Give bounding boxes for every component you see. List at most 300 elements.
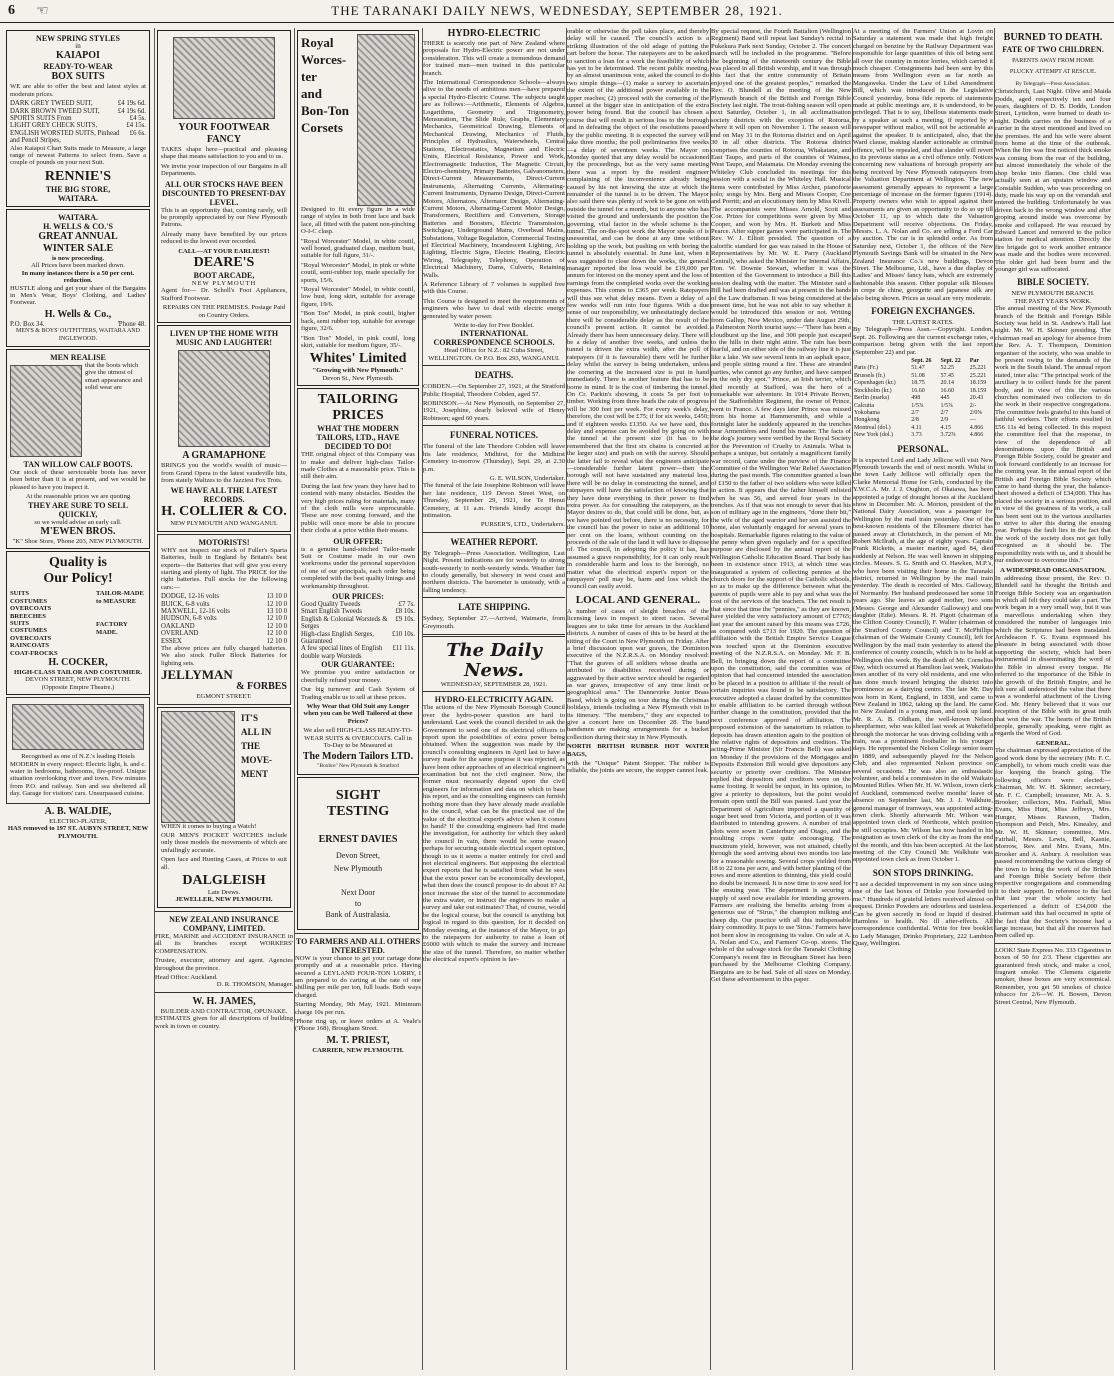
editorial-body: The actions of the New Plymouth Borough Council over the hydro-power question are hard to understand. Last week the council decided to ask the Government to send one of its electrical officers to report upon the possibilities of extra power being obtained. When the suggestion was made by the council's consulting engineers in April last to have a survey made for the same purpose it was rejected, as have been other approaches of an electrical engineer's examination but not the civil engineer. Now, the former must necessarily depend upon the civil engineers for information and data on which to base his report, and as the consulting engineers can furnish nothing more than they have already made available to the council, what can be the practical use of the value of the electrical expert's advice when it comes to hand? If the consulting engineers had first made the investigation, for authority for which they asked the council in vain, there would be some reason perhaps for securing outside electrical expert opinion, though to us it seems a matter entirely for civil and not electrical engineers. But supposing the electrical expert reports that he is satisfied from what he sees that the extra power can be economically developed, what then does the council propose to do about it? At once increase the size of the tunnel to accommodate the extra water, or instruct the engineers to make a survey and take out estimates? That, of course, would be the logical course, but the council is anything but logical in regard to this question, for it decided on Monday evening, at the instance of the Mayor, to go to the ratepayers for authority to raise a loan of £6000 with which to make the survey and increase the size of the tunnel. Therefore, no matter whether the electrical expert's opinion is fav- bbox=[423, 704, 565, 964]
jellyman-firm2: & FORBES bbox=[236, 681, 287, 693]
collier-body: BRINGS you the world's wealth of music—from Grand Opera to the latest vaudeville hits, from stately Waltzes to the Jazziest Fox Trots. bbox=[161, 462, 287, 484]
dalgleish-top bbox=[161, 711, 287, 823]
corsets-title bbox=[301, 34, 357, 206]
tailor-price-price: £7 7s. bbox=[398, 601, 415, 609]
fx-cell: Stockholm (kr.) bbox=[854, 387, 892, 394]
insurance-head: NEW ZEALAND INSURANCE COMPANY, LIMITED. bbox=[169, 914, 279, 933]
column-5 bbox=[566, 28, 709, 1370]
cocker-q2: Our Policy! bbox=[43, 571, 113, 587]
dalgleish-side-word: MOVE- bbox=[241, 754, 272, 765]
corsets-ad bbox=[297, 30, 419, 386]
tailor-price bbox=[301, 645, 415, 660]
fx-head: FOREIGN EXCHANGES. bbox=[871, 306, 975, 317]
mcewen-product: TAN WILLOW CALF BOOTS. bbox=[23, 459, 133, 469]
daily-news-title: The Daily News. bbox=[446, 640, 542, 681]
fx-cell: Montreal (dol.) bbox=[854, 424, 891, 431]
burned-sub: FATE OF TWO CHILDREN. bbox=[1002, 45, 1104, 54]
cocker-opp: (Opposite Empire Theatre.) bbox=[41, 683, 115, 691]
tailoring-body: THE original object of this Company was to make and deliver high-class Tailor-made Clothes at a reasonable price. This is still their aim. bbox=[301, 451, 415, 481]
kaiapoi-in: in bbox=[75, 42, 81, 50]
davies-to: to bbox=[354, 898, 362, 908]
cocker-left-list bbox=[10, 590, 58, 657]
bible-sub: NEW PLYMOUTH BRANCH. bbox=[1011, 290, 1095, 298]
fx-cell: 3.72⅞ bbox=[940, 432, 956, 439]
corset-illustration bbox=[357, 34, 415, 206]
kaiapoi-item-price: £4 5s. bbox=[129, 115, 146, 123]
tailor-price-price: £10 10s. bbox=[391, 630, 415, 638]
fx-cell: 2/- bbox=[969, 402, 977, 409]
wells-proceeding: is now proceeding. bbox=[51, 254, 105, 262]
kaiapoi-items bbox=[10, 100, 146, 144]
fx-row bbox=[853, 432, 993, 439]
motorists-head: MOTORISTS! bbox=[198, 537, 250, 547]
tailor-price-label: A few special lines of English double warp Worsteds bbox=[301, 645, 383, 660]
corsets-top bbox=[301, 34, 415, 206]
news-column-7: At a meeting of the Farmers' Union at Lovin on Saturday a statement was made that high freight charged on benzine by the Railway Department was responsible for large quantities of this oil being sent all over the country in motor lorries, which carried it much cheaper. Consignments had been sent by this means from Wellington even as far north as Mangaweka. Under the Law of Libel Amendment Bill, which was introduced in the Legislative Council yesterday, bona fide reports of statements made at public meetings are, it is understood, to be privileged. That is to say, libellous statements made by a speaker at such a meeting, if reported by a newspaper without malice, will not be actionable as against the speaker. It is anticipated, also, that the Ward clause, making slander actionable as criminal offence, will be repealed, and that slander will revert to its previous status as a civil offence only. Notices concerning new valuations of borough property are being received by New Plymouth ratepayers from the Valuation Department at Wellington. The new assessment generally appears to represent a large percentage of increase on the former figures (1914). Property owners who wish to appeal against their assessments are given an opportunity to do so up till October 11, up to which date the Valuation Department will receive objections. On Friday, Messrs. L. A. Nolan and Co. are selling a Ford Car by auction. The car is in splendid order. As from Saturday next, October 1, the offices of the New Plymouth Savings Bank will be situated in the New Zealand Insurance Co.'s new buildings, Devon Street. The Melbourne, Ltd., have a due display of Ladies' and Misses' fancy hats, which are extremely fashionable this season. Other popular silk Blouses in crepe de chine, georgette and japanese silk are also being shown. Prices as usual are very moderate. bbox=[853, 28, 993, 302]
mcewen-addr: "K" Shoe Store, 'Phone 203, NEW PLYMOUTH. bbox=[12, 537, 144, 545]
wells-sale2: WINTER SALE bbox=[42, 242, 114, 254]
kaiapoi-item bbox=[10, 122, 146, 129]
deare-head: YOUR FOOTWEAR FANCY bbox=[178, 122, 270, 145]
general-body: The chairman expressed appreciation of the good work done by the secretary (Mr. F. C. Campbell), to whom much credit was due for keeping the branch going. The following officers were elected:—Chairman, Mr. W. H. Skinner; secretary, Mr. F. C. Campbell; treasurer, Mr. A. S. Brooker; collectors, Mrs. Fairhall, Miss Evans, Miss Hunt, Miss Jeffreys, Mrs. Hunger, Misses Rawson, Tisdon, Thompson and Petch, Mrs. Kinealey, and Mr. W. H. Skinner; committee, Mrs. Fairhall, Messrs. Lewis, Bell, Kasnie, Morrow, Rev. and Mrs. Evans, Mrs. Brooker and A. Anbury. A resolution was passed recommending the various clergy of the town to bring the work of the British and Foreign Bible Society before their respective congregations and commending it to their support. In reference to the fact that last year the whole society had experienced a deficit of £34,000 the chairman said this had occurred in spite of the fact that the Society's income had a large increase, but that all the reserves had been called up. bbox=[995, 747, 1111, 940]
tailor-price bbox=[301, 608, 415, 615]
davies-next: Next Door bbox=[341, 887, 375, 897]
corset-model: "Bon Ton" Model, in pink coutil, long skirt, suitable for medium figure, 35/-. bbox=[301, 334, 415, 349]
cocker-lists bbox=[10, 590, 146, 657]
davies-town: New Plymouth bbox=[333, 864, 383, 874]
fx-column-header: Par bbox=[969, 358, 980, 365]
funeral-head: FUNERAL NOTICES. bbox=[449, 430, 539, 441]
shipping-body: Sydney, September 27.—Arrived, Waimarie, from Greymouth. bbox=[423, 615, 565, 630]
dalgleish-when: WHEN it comes to buying a Watch! bbox=[161, 822, 257, 830]
fx-cell: 2/9 bbox=[940, 417, 949, 424]
battery-price-list bbox=[161, 593, 287, 645]
dalgleish-late: Late Drews. bbox=[207, 889, 241, 897]
wells-hustle: HUSTLE along and get your share of the Bargains in Men's Wear, Boys' Clothing, and Ladies' Footwear. bbox=[10, 284, 146, 307]
cocker-left-item: OVERCOATS bbox=[10, 605, 52, 613]
corsets-desc: Designed to fit every figure in a wide range of styles in both front lace and back lace, all fitted with the patent non-pinching O-I-C clasp. bbox=[301, 206, 415, 236]
column-6 bbox=[710, 28, 851, 1370]
column-4 bbox=[422, 28, 565, 1370]
battery-item-label: BUICK, 6-8 volts bbox=[161, 600, 210, 608]
fx-cell: 18.159 bbox=[969, 380, 987, 387]
hydro-ad-body: THERE is scarcely one part of New Zealand where proposals for Hydro-Electric power are not under consideration. This will create a tremendous demand for trained men—men trained in this particular branch. bbox=[423, 40, 565, 77]
fx-cell: 3.73 bbox=[911, 432, 922, 439]
wells-sale1: GREAT ANNUAL bbox=[38, 230, 118, 242]
fx-table bbox=[853, 358, 993, 439]
battery-item-label: OAKLAND bbox=[161, 622, 195, 630]
mcewen-head: MEN REALISE bbox=[50, 352, 106, 362]
mcewen-prices: At the reasonable prices we are quoting bbox=[25, 493, 131, 501]
boot-illustration bbox=[10, 365, 82, 457]
fx-cell: Copenhagen (kr.) bbox=[854, 380, 896, 387]
fx-cell: 57.45 bbox=[940, 372, 954, 379]
general-head: GENERAL. bbox=[1035, 739, 1071, 747]
battery-item bbox=[161, 638, 287, 645]
battery-item bbox=[161, 593, 287, 600]
priest-head: TO FARMERS AND ALL OTHERS INTERESTED. bbox=[295, 936, 421, 955]
deare-agent: Agent for— Dr. Scholl's Foot Appliances, Stafford Footwear. bbox=[161, 287, 287, 302]
fx-cell: 2/0⅝ bbox=[969, 409, 982, 416]
dalgleish-trade: JEWELLER, NEW PLYMOUTH. bbox=[175, 896, 273, 904]
fx-cell: Brussels (fr.) bbox=[854, 372, 885, 379]
fx-cell: 4.866 bbox=[969, 424, 984, 431]
cocker-left-item: COSTUMES bbox=[10, 597, 48, 605]
priest-name: M. T. PRIEST, bbox=[326, 1034, 390, 1046]
cocker-right2: FACTORY MADE. bbox=[96, 621, 128, 636]
whites-tag: "Growing with New Plymouth." bbox=[312, 367, 404, 375]
fx-row bbox=[853, 395, 993, 402]
mcewen-advise: so we would advise an early call. bbox=[34, 518, 122, 526]
guarantee-head: OUR GUARANTEE: bbox=[321, 660, 395, 670]
tailor-price-label: Smart English Tweeds bbox=[301, 608, 362, 616]
corset-model: "Royal Worcester" Model, in pink or white coutil, semi-rubber top, made specially for sports, 15/6. bbox=[301, 261, 415, 284]
tailor-price-list bbox=[301, 601, 415, 660]
tailor-price-label: High-class English Serges, Guaranteed bbox=[301, 630, 374, 646]
whites-firm: Whites' Limited bbox=[309, 351, 407, 367]
gramophone-illustration bbox=[178, 350, 270, 447]
fx-cell: 51.47 bbox=[911, 365, 925, 372]
fx-cell: 18.75 bbox=[911, 380, 925, 387]
battery-item-price: 12 10 0 bbox=[266, 630, 287, 638]
fx-cell: Berlin (marks) bbox=[854, 395, 890, 402]
cocker-left-item: COSTUMES bbox=[10, 627, 48, 635]
kaiapoi-item bbox=[10, 100, 146, 107]
fx-sub: THE LATEST RATES. bbox=[892, 319, 954, 327]
widespread-body: In addressing those present, the Rev. O. Blundell said he thought the British and Foreign Bible Society was an organisation in which all felt they could take a part. The work began in a very small way, but it was a marvellous undertaking when they considered the number of languages into which the Scriptures had been translated. Archdeacon F. G. Evans expressed his pleasure in being associated with those supporting the society, which had been instrumental in disseminating the word of the Bible in almost every tongue. He referred to the importance of the Bible in the growth of the British Empire, and he felt sure all understood the value that there was a wonderful attachment of the Living God. Mr. Henry believed that it was our reception of the Bible with its great truth that won the war. The hearts of the British people, generally speaking, were right as regards the Word of God. bbox=[995, 574, 1111, 738]
kaiapoi-item-price: £4 19s 6d. bbox=[117, 107, 146, 115]
fx-cell: — bbox=[969, 417, 976, 424]
kaiapoi-item-label: ENGLISH WORSTED SUITS, Pinhead and Pencil Stripes, bbox=[10, 129, 120, 145]
fx-cell: Yokohama bbox=[854, 409, 880, 416]
modern-tailors-addr: "Boxbre" New Plymouth & Stratford bbox=[317, 763, 399, 770]
fx-cell: 25.221 bbox=[969, 372, 987, 379]
local-general-head: LOCAL AND GENERAL. bbox=[575, 593, 701, 606]
deare-ad bbox=[157, 30, 291, 323]
fx-row bbox=[853, 380, 993, 387]
fx-cell: 1/5⅞ bbox=[940, 402, 953, 409]
tailor-price-price: £11 11s. bbox=[392, 645, 415, 653]
cocker-left-item: BREECHES bbox=[10, 612, 46, 620]
deare-town: NEW PLYMOUTH bbox=[191, 280, 257, 288]
column-2 bbox=[154, 28, 293, 1370]
mcewen-ad bbox=[6, 349, 150, 549]
davies-ad bbox=[297, 777, 419, 930]
kaiapoi-intro: WE are able to offer the best and latest styles at moderate prices. bbox=[10, 83, 146, 98]
corset-model: "Royal Worcester" Model, in white coutil, well boned, graduated clasp, medium bust, suitable for full figure, 31/-. bbox=[301, 237, 415, 260]
cigarette-ad: LOOK! State Express No. 333 Cigarettes in boxes of 50 for 2/3. These cigarettes are guaranteed fresh stock, and make a cool, fragrant smoke. The Clemens cigarette smoker, these boxes are very economical. Remember, you get 50 smokes of choice tobacco for 2/6—W. H. Bowen, Devon Street Central, New Plymouth. bbox=[995, 946, 1111, 1006]
deare-sub: BOOT ARCADE, bbox=[193, 271, 255, 281]
dalgleish-side-word: MENT bbox=[241, 768, 268, 779]
deare-already: Already many have benefited by our prices reduced to the lowest ever recorded. bbox=[161, 230, 287, 246]
jellyman-st: EGMONT STREET. bbox=[196, 693, 252, 701]
corset-title-line: ter bbox=[301, 69, 317, 84]
personal-body: It is expected Lord and Lady Jellicoe will visit New Plymouth towards the end of next month. Whilst in the town Lady Jellicoe will officially open the Clarke Memorial Home for Girls, conducted by the Y.W.C.A. Mr. J. J. Oughton, of Okaiawa, has been appointed a judge of draught horses at the Auckland show in December. Mr. A. Morton, president of the National Dairy Association, was a passenger for Wellington by the mail train yesterday. One of the best-known residents of the Ellesmere district has passed away at Christchurch, in the person of Mr. Robert McIlrath, at the age of eighty years. Captain Frank Ricketts, a master mariner, aged 84, died suddenly at Nelson. He was well known in shipping circles. Messrs. S. G. Smith and O. Hawken, M.P.'s, who have been visiting their home in the Taranaki district, returned to Wellington by the mail train yesterday. The death is recorded of Mrs. Galloway, of Normanby. Her husband predeceased her some 18 years ago. She leaves an aged mother, two sons (Messrs. George and Alexander Galloway) and one daughter (Edie). Messrs. R. H. Pigott (chairman of the Clifton County Council), F. Walter (chairman of the Stratford County Council) and T. McPhillips (chairman of the Waimate County Council), left for Wellington by the mail train yesterday to attend the conference of county councils, which is to be held at Wellington this week. By the death of Mr. Cornelius Day, which occurred at Hamilton last week, Waikato loses another of its very old residents, and one who has done much toward bringing the district into prominence as a dairying centre. The late Mr. Day was born in Kent, England, in 1838, and came to New Zealand in 1862, taking up the land. He came to New Zealand in a young man, and took up land. Mr. R. A. B. Oldham, the well-known Nelson sheepfarmer, who was killed last week at Wakefield through the motorcar he was driving colliding with a train, was a prominent footballer in his younger days. He represented the Nelson College senior team in 1889, and subsequently played for the Nelson Club, and also represented Nelson province on several occasions. He was also an enthusiastic volunteer, and held a commission in the old Waikato Mounted Rifles. When Mr. H. W. Wilson, town clerk of Auckland, commenced twelve months' leave of absence on September last, Mr. J. J. Walkhute, general manager of tramways, was appointed acting-town clerk. Shortly afterwards Mr. Wilson was appointed town clerk of Northcote, which position he still occupies. Mr. Wilson has now handed in his resignation as town clerk of the city as from the end of the month, and this has been accepted. At the last meeting of the City Council Mr. Walkhute was appointed town clerk as from October 1. bbox=[853, 456, 993, 864]
collier-town: NEW PLYMOUTH AND WANGANUI. bbox=[170, 520, 278, 528]
dalgleish-open: Open face and Hunting Cases, at Prices to suit all. bbox=[161, 856, 287, 871]
column-7 bbox=[852, 28, 993, 1370]
modern-tailors-firm: The Modern Tailors LTD. bbox=[302, 751, 414, 763]
wells-allprices: All Prices have been marked down. bbox=[31, 262, 125, 270]
weather-head: WEATHER REPORT. bbox=[450, 536, 538, 547]
kaiapoi-item-price: £6 6s. bbox=[129, 129, 146, 137]
masthead bbox=[0, 0, 1114, 23]
cocker-addr: DEVON STREET, NEW PLYMOUTH. bbox=[25, 676, 131, 684]
tailor-price-price: £8 10s. bbox=[395, 608, 415, 616]
davies-st: Devon Street, bbox=[336, 850, 380, 860]
corset-title-line: Royal bbox=[301, 35, 334, 50]
column-1 bbox=[4, 28, 152, 1370]
cocker-q1: Quality is bbox=[49, 555, 107, 571]
fx-cell: New York (dol.) bbox=[854, 432, 893, 439]
hotel-body: MODERN in every respect: Electric light, h. and c. water in bedrooms, bathrooms, fire-proof. Unique situation overlooking river and town. Few minutes from P.O. and railway. Sun and sea sheltered all day. Garage for visitors' cars. Unsurpassed cuisine. bbox=[10, 760, 146, 798]
rubber-ad-head: NORTH BRITISH RUBBER HOT WATER BAGS, bbox=[567, 743, 709, 758]
hydro-ad-meet: This Course is designed to meet the requirements of engineers who have to deal with electric energy generated by water power. bbox=[423, 297, 565, 320]
bible-body: The annual meeting of the New Plymouth branch of the British and Foreign Bible Society was held in St. Andrew's Hall last night. Mr. W. H. Skinner presiding. The chairman read an apology for absence from the Rev. A. T. Thompson, Dominion organiser of the society, who was unable to be present owing to the demands of the work in the South Island. The annual report stated, inter alia: "The principal work of the auxiliary is to collect funds for the parent body, and in view of this the various churches nominated two collectors to do the work in their respective congregations. The committee feels grateful to this band of faithful workers. Their efforts resulted in £56 11s 4d being collected. In this respect the committee feel that the response, in view of the dependence of all denominations upon the British and Foreign Bible Society, could be greater and look forward confidently to an increase for the coming year. In the annual report of the British and Foreign Bible Society which came to hand during the year, the balance-sheet showed a deficit of £34,000. This has placed the society in a serious position, and in view of the greatness of its work, a call has been sent out to the various auxiliaries to strive to alter this during the ensuing year. Perhaps the fault lies in the fact that the work of the society does not get fully recognised as it should be. The responsibility rests with us, and it should be our endeavour to overcome this." bbox=[995, 305, 1111, 564]
burned-by: By Telegraph—Press Association. bbox=[1015, 80, 1091, 87]
fx-row bbox=[853, 410, 993, 417]
collier-ad bbox=[157, 325, 291, 532]
corset-title-line: Worces- bbox=[301, 52, 347, 67]
undertaker-1: G. E. WILSON, Undertaker. bbox=[489, 474, 565, 482]
kaiapoi-head: NEW SPRING STYLES bbox=[36, 34, 120, 43]
tailor-price-label: Good Quality Tweeds bbox=[301, 601, 361, 609]
battery-item-label: ESSEX bbox=[161, 637, 182, 645]
dalgleish-ad bbox=[157, 707, 291, 908]
collier-firm: H. COLLIER & CO. bbox=[161, 504, 287, 520]
fx-cell: 1/5⅞ bbox=[911, 402, 924, 409]
page-number: 6 bbox=[8, 3, 16, 18]
tailor-price-label: English & Colonial Worsteds & Serges bbox=[301, 615, 388, 631]
insurance-agents: Trustee, executor, attorney and agent. Agencies throughout the province. bbox=[155, 957, 293, 972]
corset-model: "Bon Ton" Model, in pink coutil, higher back, semi rubber top, suitable for average figure, 32/6. bbox=[301, 310, 415, 333]
waldie-moved: HAS removed to 197 ST. AUBYN STREET, NEW PLYMOUTH. bbox=[7, 825, 149, 840]
priest-date: Starting Monday, 9th May, 1921. Minimum charge 10s per run. bbox=[295, 1001, 421, 1016]
column-8 bbox=[994, 28, 1111, 1370]
column-3 bbox=[294, 28, 421, 1370]
tailor-price bbox=[301, 616, 415, 631]
collier-gram: A GRAMAPHONE bbox=[182, 450, 266, 462]
tailoring-sub: WHAT THE MODERN TAILORS, LTD., HAVE DECIDED TO DO! bbox=[316, 424, 400, 452]
kaiapoi-item bbox=[10, 130, 146, 145]
kaiapoi-item-label: DARK GREY TWEED SUIT, bbox=[10, 100, 93, 108]
masthead-title: THE TARANAKI DAILY NEWS, WEDNESDAY, SEPTEMBER 28, 1921. bbox=[331, 3, 783, 18]
tailoring-why: Why Wear that Old Suit any Longer when you can be Well Tailored at these Prices? bbox=[303, 702, 413, 725]
motorists-ad bbox=[157, 534, 291, 705]
deare-invite: We invite your inspection of our Bargains in all Departments. bbox=[161, 162, 287, 178]
wells-box: P.O. Box 34. bbox=[10, 320, 45, 328]
deare-call: CALL—AT YOUR EARLIEST! bbox=[178, 247, 270, 255]
fx-row bbox=[853, 403, 993, 410]
corset-models bbox=[301, 238, 415, 350]
hydro-ad-write: Write to-day for Free Booklet. bbox=[453, 322, 535, 330]
burned-sub3: PLUCKY ATTEMPT AT RESCUE. bbox=[1009, 69, 1097, 76]
undertaker-2: PURSER'S, LTD., Undertakers. bbox=[480, 521, 565, 529]
dalgleish-side bbox=[235, 711, 272, 823]
bible-sub2: THE PAST YEAR'S WORK. bbox=[1014, 297, 1092, 305]
deare-intro: TAKES shape here—practical and pleasing shape that means satisfaction to you and to us. bbox=[161, 146, 287, 161]
fx-cell: 52.25 bbox=[940, 365, 954, 372]
fx-cell: 16.60 bbox=[911, 387, 925, 394]
battery-item bbox=[161, 630, 287, 637]
cocker-right1: TAILOR-MADE to MEASURE bbox=[96, 590, 144, 605]
kaiapoi-box: BOX SUITS bbox=[51, 71, 105, 83]
fx-cell: Paris (Fr.) bbox=[854, 365, 878, 372]
collier-records: WE HAVE ALL THE LATEST RECORDS. bbox=[170, 486, 278, 505]
fx-cell: 18.159 bbox=[969, 387, 987, 394]
burned-head: BURNED TO DEATH. bbox=[1003, 32, 1103, 43]
battery-item-label: HUDSON, 6-8 volts bbox=[161, 615, 217, 623]
guarantee-body: We promise you entire satisfaction or cheerfully refund your money. bbox=[301, 669, 415, 684]
insurance-mgr: D. R. THOMSON, Manager. bbox=[216, 981, 293, 989]
tailoring-also: We also sell HIGH-CLASS READY-TO-WEAR SUITS & OVERCOATS. Call in To-Day to be Measured at bbox=[303, 727, 413, 749]
mcewen-firm: M'EWEN BROS. bbox=[40, 525, 116, 537]
battery-item bbox=[161, 623, 287, 630]
james-name: W. H. JAMES, bbox=[192, 995, 256, 1007]
kaiapoi-brand: KAIAPOI bbox=[56, 50, 100, 62]
hotel-illustration bbox=[12, 704, 144, 750]
fx-cell: 445 bbox=[940, 395, 950, 402]
dalgleish-side-word: ALL IN bbox=[241, 726, 272, 737]
battery-item-price: 12 10 0 bbox=[266, 622, 287, 630]
fx-row bbox=[853, 425, 993, 432]
mcewen-sell: THEY ARE SURE TO SELL QUICKLY, bbox=[28, 500, 128, 519]
tailor-price-price: £9 10s. bbox=[395, 615, 415, 623]
insurance-office: Head Office: Auckland. bbox=[155, 973, 218, 981]
wells-ad bbox=[6, 209, 150, 347]
editorial-cont: orable or otherwise the poll takes place, and thereby delay will be caused. The council's action is a striking illustration of the old adage of putting the cart before the horse. The ratepayers are to be asked to sanction a loan for a work the feasibility of which has yet to be determined. The recent public meeting, by an almost unanimous vote, asked the council to do two simple things—(1) make a survey to ascertain the extent of the additional power available in the upper reaches; (2) proceed with the cornering of the tunnel at the bigger size in anticipation of the extra power being found. But the council has chosen a course that will result in serious loss to the borough and in defeating the object of the resolutions passed by the public meeting. It is expected the survey will take three months; the poll preliminaries five weeks—a delay of seventeen weeks. The Mayor on Monday quoted that any delay would be occasioned by the proceedings, but as the very same meeting there was a report by the resident engineer complaining of the inconvenience already being caused by his not knowing the size at which the remainder of the tunnel is to be driven. The Mayor also said there was plenty of work to be gone on with outside the tunnel for a month, but to anyone who has visited the ground and understands the position the governing, vital factor in the whole scheme is the tunnel. The on-the-spot work the Mayor speaks of is unessential, and can be done at any time without holding up the work, but pushing on with boring the tunnel is absolutely essential. In June last, when it was suggested to close down the works, the general manager reported the loss would be £19,000 per annum for interest on the money spent and the loss of earnings from the completed works over the working expenses. This comes to £365 per week. Ratepayers will thus see what delay means. Even a delay of a few weeks will run into four figures. With a due sense of our responsibility, we unhesitatingly declare there will be considerable delay as the result of the council's present action. It cannot be avoided. Already there has been unnecessary delay. There will be a delay of another five weeks, and unless the tunnel is driven the extra width, after the poll of ratepayers (if it is favourable) there will be further delay whilst the survey is being undertaken, unless the cornering at the increased size is put in hand immediately. There is another feature that has to be borne in mind. It is the cost of timbering the tunnel. On Cr. Parkin's showing, it costs 5s per foot to timber. Working from three heads the rate of progress will be 300 feet per week. For every week's delay, therefore, the cost will be £75; if for six weeks, £450; and if eighteen weeks £1350. As we have said, this delay and expense can be avoided by going on with the tunnel at the present size (it has to be remembered that the first six chains is concreted at the larger size) and push on with the survey. Should the latter fail to reveal what the engineers anticipate—considerable further latent power—then the borough will not have sustained any material loss, there will be no delay in constructing the tunnel, and ratepayers will have the satisfaction of knowing that they have done everything in their power to find extra power. As for consulting the ratepayers, as the Mayor desires to do, that could still be done, but, as we have pointed out before, there is no necessity, for the council has the power to raise an additional 10 per cent on the loans, without counting on the proceeds of the sale of the land it will have to dispose of. The council, in adopting the policy it has, has assumed a grave responsibility, for it can only result in considerable harm and loss to the borough, no matter what the electrical expert's report or the ratepayers' poll may be, harm and loss which the council can easily avoid. bbox=[567, 28, 709, 591]
fx-row bbox=[853, 388, 993, 395]
fx-cell: 51.08 bbox=[911, 372, 925, 379]
battery-item-price: 13 10 0 bbox=[266, 593, 287, 601]
battery-item-price: 12 10 0 bbox=[266, 615, 287, 623]
fx-cell: 16.60 bbox=[940, 387, 954, 394]
battery-item bbox=[161, 601, 287, 608]
son-body: "I see a decided improvement in my son since using one of the last boxes of Drinko you forwarded to me." Hundreds of grateful letters received almost on request. Drinko Powders are odourless and tasteless. Can be given secretly in food or liquid if desired. Harmless to health. No ill after-effects. All correspondence confidential. Write for free booklet to Lady Manager, Drinko Proprietary, 222 Lambton Quay, Wellington. bbox=[853, 880, 993, 948]
hydro-ad-ref: A Reference Library of 7 volumes is supplied free with this Course. bbox=[423, 281, 565, 296]
wells-firm: H. Wells & Co., bbox=[44, 308, 112, 320]
burned-sub2: PARENTS AWAY FROM HOME bbox=[1012, 58, 1094, 64]
tailor-price bbox=[301, 601, 415, 608]
waldie-name: A. B. WALDIE, bbox=[44, 805, 112, 817]
battery-item-label: DODGE, 12-16 volts bbox=[161, 593, 219, 601]
deare-reduced: ALL OUR STOCKS HAVE BEEN DISCOUNTED TO PRESENT-DAY LEVEL. bbox=[161, 179, 287, 207]
motorists-body: WHY not inspect our stock of Fuller's Sparta Batteries, built in England by Britain's best experts—the Batteries that will give you every starting and plenty of light. The PRICE for the right batteries. Full stocks for the following cars:— bbox=[161, 546, 287, 591]
deare-firm: DEARE'S bbox=[193, 255, 255, 271]
davies-name: ERNEST DAVIES bbox=[318, 833, 398, 845]
mcewen-side: that the boots which give the utmost of smart appearance and solid wear are bbox=[85, 361, 143, 392]
davies-bank: Bank of Australasia. bbox=[325, 910, 391, 920]
battery-item bbox=[161, 615, 287, 622]
insurance-body: FIRE, MARINE and ACCIDENT INSURANCE in all its branches except WORKERS' COMPENSATION. bbox=[155, 932, 293, 955]
cocker-right-list bbox=[96, 590, 146, 657]
wells-town: WAITARA. bbox=[57, 212, 99, 222]
james-body: ESTIMATES given for all descriptions of building work in town or country. bbox=[155, 1015, 293, 1030]
death-1: COBDEN.—On September 27, 1921, at the Stratford Public Hospital, Theodore Cobden, aged 57. bbox=[423, 383, 565, 398]
tailoring-head: TAILORING PRICES bbox=[317, 392, 399, 424]
shipping-head: LATE SHIPPING. bbox=[458, 602, 530, 613]
cocker-left-item: OVERCOATS bbox=[10, 634, 52, 642]
kaiapoi-item-price: £4 15s. bbox=[126, 122, 146, 130]
offer-body: is a genuine hand-stitched Tailor-made Suit or Costume made in our own workrooms under the personal supervision of one of our principals, each order being completed with the best quality linings and workmanship throughout. bbox=[301, 545, 415, 590]
fx-row bbox=[853, 417, 993, 424]
bible-head: BIBLE SOCIETY. bbox=[1017, 277, 1089, 288]
kaiapoi-item bbox=[10, 108, 146, 115]
priest-trade: CARRIER, NEW PLYMOUTH. bbox=[312, 1046, 404, 1054]
local-general-body: A number of cases of sleight breaches of the licensing laws in respect to street races. Several leagues are to take time for arrears in the Auckland districts. A number of cases of this to be heard at the sitting of the Court in New Plymouth on Friday. After a brief discussion upon war graves, the Dominion executive of the N.Z.R.S.A. on Monday resolved: "That the graves of all soldiers whose deaths are attributed to disabilities received during or aggravated by their active service should be regarded as war graves, irrespective of any time limit or geographical area." The Dannevirke Junior Brass Band, which is going on tour during the Christmas holidays, intends including a New Plymouth visit in its itinerary. "The members," they are expected to give a concert here on December 28. The band bandsmen are making arrangements for a bucket collection during their stay in New Plymouth. bbox=[567, 607, 709, 741]
mcewen-body bbox=[10, 362, 146, 460]
kaiapoi-item-label: SPORTS SUITS From bbox=[10, 115, 72, 123]
rubber-ad-body: with the "Unique" Patent Stopper. The rubber is reliable, the joints are secure, the stopper cannot leak. bbox=[567, 760, 709, 775]
cocker-left-item: SUITS bbox=[10, 620, 30, 627]
kaiapoi-item bbox=[10, 115, 146, 122]
shoe-illustration bbox=[173, 37, 275, 119]
rennies-sub: THE BIG STORE, bbox=[45, 184, 111, 194]
prices-head: OUR PRICES: bbox=[332, 592, 384, 602]
funeral-2: The funeral of the late Josephine Robinson will leave her late residence, 119 Devon Street West, on Thursday, September 29, 1921, for Te Henui Cemetery, at 11 a.m. Friends kindly accept this intimation. bbox=[423, 482, 565, 519]
james-trade: BUILDER AND CONTRACTOR, OPUNAKE. bbox=[160, 1007, 288, 1015]
priest-phone: 'Phone ring up, or leave orders at A. Veale's ('Phone 168), Brougham Street. bbox=[295, 1018, 421, 1033]
wells-tag: MEN'S & BOYS' OUTFITTERS, WAITARA AND INGLEWOOD. bbox=[16, 328, 140, 342]
corset-model: "Royal Worcester" Model, in white coutil, low bust, long skirt, suitable for average figure, 19/6. bbox=[301, 286, 415, 308]
ics-firm: INTERNATIONAL CORRESPONDENCE SCHOOLS. bbox=[433, 329, 555, 348]
funeral-1: The funeral of the late Theodore Cobden will leave his late residence, Midhirst, for the Midhirst Cemetery to-morrow (Thursday), Sept. 29, at 2.30 p.m. bbox=[423, 443, 565, 473]
kaiapoi-item-label: DARK BROWN TWEED SUIT, bbox=[10, 107, 100, 115]
kaiapoi-note: Also Kaiapoi Chart Suits made to Measure, a large range of newest Patterns to select from. Save a couple of pounds on your next Suit. bbox=[10, 144, 146, 167]
cocker-left-item: SUITS bbox=[10, 590, 30, 598]
waldie-trade: ELECTRO-PLATER, bbox=[49, 817, 107, 825]
sight-testing: SIGHT TESTING bbox=[326, 787, 390, 819]
deare-opp: This is an opportunity that, coming rarely, will be promptly appreciated by our New Plymouth Patrons. bbox=[161, 206, 287, 229]
watch-illustration bbox=[161, 711, 235, 823]
fx-table-body bbox=[853, 365, 993, 439]
cocker-left-item: RAINCOATS bbox=[10, 642, 50, 650]
tailoring-ad bbox=[297, 388, 419, 775]
ics-office: Head Office for N.Z.: 82 Cuba Street, WELLINGTON. Or P.O. Box 293, WANGANUI. bbox=[428, 347, 560, 362]
kaiapoi-ready: READY-TO-WEAR bbox=[43, 62, 113, 72]
battery-item bbox=[161, 608, 287, 615]
kaiapoi-ad bbox=[6, 30, 150, 207]
wells-name: H. WELLS & CO.'S bbox=[43, 221, 113, 231]
fx-cell: Hongkong bbox=[854, 417, 880, 424]
widespread-head: A WIDESPREAD ORGANISATION. bbox=[1000, 567, 1106, 575]
tailoring-big: Our big turnover and Cash System of Trading enable us to sell at these prices. bbox=[301, 686, 415, 701]
battery-item-price: 12 10 0 bbox=[266, 637, 287, 645]
fx-cell: 4.11 bbox=[911, 424, 922, 431]
news-column-6: By special request, the Fourth Battalion (Wellington Regiment) Band will repeat last Sunday's recital in Pukekura Park next Sunday, October 2. The concert march will be included in the programme. "Before the beginning of the nineteenth century the Bible was placed in all British worship, and it was through this fact that the entire community of Britain enjoyed one of the greatest peoples," remarked the Rev. O. Blundell at the meeting of the New Plymouth branch of the British and Foreign Bible Society last night. The trout-fishing season will open next Saturday, October 1, in all acclimatisation society districts with the exception of Rotorua, where it will open on November 1. The season will end on May 31 in the Rotorua district and on April 30 in all other districts. The Rotorua district comprises the counties of Rotorua, Whakatane, and East Taupo, and parts of the counties of Waimea, West Taupo, and Matamata. On Monday evening the Whiteley Club concluded its meetings for this session with a social in the Whiteley Hall. Musical items were contributed by Miss Archer, pianoforte solo; songs by Mrs. Berg and Misses Cooper, Coe and Porritt; and an elocutionary item by Miss Kivell. The accompanists were Misses Arnold, Scott and Coe. Prizes for competitions were given by Miss Cooper, and won by Mrs. H. Burkett and Miss Pearce. After supper games were participated in. The Rev. W. J. Elliott presided. The question of a calorific standard for gas was raised in the House of Representatives by Mr. W. E. Parry (Auckland Central), who asked the Minister for Internal Affairs, Hon. W. Downie Stewart, whether it was the intention of the Government to introduce a Bill this session dealing with the matter. The Minister said a Bill had been drafted and was at present in the hands of the Law draftsman. It was being considered at the present time, but he was not able to say whether it would be introduced this session or not. Writing from Gallup, New Mexico, under date August 29th, a Palmerston North tourist says:—"There has been a cloudburst up the line, and 300 people just escaped to the hills in their night attire. The rain has been fearful, and on either side of the railway line it is just like a lake. We saw several tents in an asphalt space, and people sitting round a fire. These are stranded parties, who cannot go any further, and have camped on the only dry spot." Prince, an Irish terrier, which died recently at Stafford, was the hero of a remarkable war adventure. In 1914 Private Brown, of the Staffordshire Regiment, the owner of Prince, went to France. A few days later Prince was missed from his home at Hammersmith, and while a fortnight later he suddenly appeared in the trenches near Armentières and found his master. The facts of the dog's journey were verified by the Royal Society for the Prevention of Cruelty to Animals. What is perhaps a unique, but certainly a magnificent family war record, came under the purview of the Finance Committee of the Wellington War Relief Association during the past month. The committee granted a loan of £150 to the father of two soldiers who were killed in action. It appears that the father himself enlisted when he was 56, and served four years in the trenches. As if that was not enough to sever that his son of military age in the engineers, "done their bit," the wife of the aged warrior and her son assisted the home, also voluntarily engaged for several years in hospitals. Remarkable figures relating to the value of the penny when given regularly and for a specified purpose are disclosed by the annual report of the Wellington Catholic Education Board. That body has been in existence since 1913, at which time was inaugurated a system of collecting pennies at the church doors for the support of the Catholic schools, so as to make up the difference between what the parents of pupils were able to pay and what was the cost of the services of the teachers. The net result is that since that time the "pennies," as they are known, have yielded the very satisfactory amount of £7765; last year the amount raised by this means was £726, as compared with £713 for 1920. The question of affiliation with the British Empire Service League was touched upon at the Dominion executive meeting of the N.Z.R.S.A. on Monday. Mr. F. B. Bell, in bringing down the report of a committee upon the constitution, said the committee was of opinion that had concerned intended the association to be placed in a position to affiliate if the result of certain inquiries was found to be satisfactory. The executive adopted a clause drafted by the committee to enable affiliation to be carried through without further change in the constitution, provided that the next conference approved of affiliation. The proposed extension of the sanatorium in relation to deposits has drawn attention again to the position of the relative rights of depositors and creditors. The acting-Prime Minister (Sir Francis Bell) was asked on Monday if the provisions of the Mortgages and Deposits Extension Bill would give depositors any security or priority over creditors. The Minister replied that depositors and creditors were on the same footing. It would be unjust, in his opinion, to give a priority to depositors, but the point would remain open until the Bill was passed. Last year the Department of Agriculture imported a quantity of sugar beet seed from Victoria, and portion of it was distributed to intending growers. A number of trial plots were sown in Canterbury and Otago, and the resulting crops were quite encouraging. The maximum yield, however, was not attained, chiefly through the seed arriving about two months too late for a reasonable sowing. Several crops yielded from 18 to 22 tons per acre, and with better planting of the rows and more attention to thinning, this yield could no doubt be increased. It is now time to sow seed for the ensuing year. The department is securing a supply of seed now available for intending growers. Farmers are realising the benefits arising from a generous use of "Sirus," the champion milking and sheep dip. Our practice with all this indispensable dairy commodity. It pays to use 'Sirus.' Farmers have not been slow in recognising its value. On sale at A. A. Nolan and Co., and Farmers' Co-op. stores. The whole of the salvage stock for the Taranaki Clothing Company's recent fire in Brougham Street has been purchased by the Melbourne Clothing Company. Bargains are to be had. Sale of all sizes on Monday. Get these advertisement in this paper. bbox=[711, 28, 851, 983]
collier-head: LIVEN UP THE HOME WITH MUSIC AND LAUGHTER! bbox=[169, 329, 279, 348]
dalgleish-side-word: THE bbox=[241, 740, 261, 751]
fx-cell: 2/8 bbox=[911, 417, 919, 424]
corset-title-line: Corsets bbox=[301, 120, 343, 135]
motorists-note: The above prices are fully charged batteries. We also stock Fuller Block Batteries for lighting sets. bbox=[161, 645, 287, 667]
corset-title-line: Bon-Ton bbox=[301, 103, 349, 118]
rennies-name: RENNIE'S bbox=[44, 168, 112, 184]
fx-cell: 25.221 bbox=[969, 365, 987, 372]
corset-title-line: and bbox=[301, 86, 322, 101]
fx-cell: 4.15 bbox=[940, 424, 951, 431]
fx-cell: 498 bbox=[911, 395, 921, 402]
dalgleish-side-word: IT'S bbox=[241, 712, 259, 723]
dalgleish-firm: DALGLEISH bbox=[182, 873, 266, 889]
fx-column-header: Sept. 26 bbox=[911, 358, 932, 365]
wells-instances: In many instances there is a 50 per cent. reduction. bbox=[21, 269, 135, 285]
fx-cell: 20.14 bbox=[940, 380, 954, 387]
personal-head: PERSONAL. bbox=[897, 443, 949, 454]
dalgleish-guarantee: OUR MEN'S POCKET WATCHES include only those models the movements of which are unfailingly accurate. bbox=[161, 832, 287, 854]
burned-body: Christchurch, Last Night. Olive and Maida Dodds, aged respectively ten and four years, daughters of D. B. Dodds, London Street, Lyttelton, were burned to death to-night. Dodds carries on the business of a carrier in the street mentioned and lived on the premises. He and his wife were absent from home at the time of the outbreak. When the fire was first noticed thick smoke was coming from the rear of the building, but almost immediately the whole of the shop broke into flames. One child was actually seen at an upstairs window and Constable Sudden, who was proceeding on duty, made his way up on the verandah and entered the building. Unfortunately he was driven back to the wrong window and after groping around inside was overcome by smoke and collapsed. He was rescued by Edward Lancet and removed to the police station for medical attention. Directly the fire brigade got to work another entrance was made and the bodies were recovered. The older girl had been burnt and the younger girl was suffocated. bbox=[995, 88, 1111, 273]
mcewen-text: Our stock of these serviceable boots has never been better than it is at present, and we would be pleased to have you inspect it. bbox=[10, 468, 146, 491]
